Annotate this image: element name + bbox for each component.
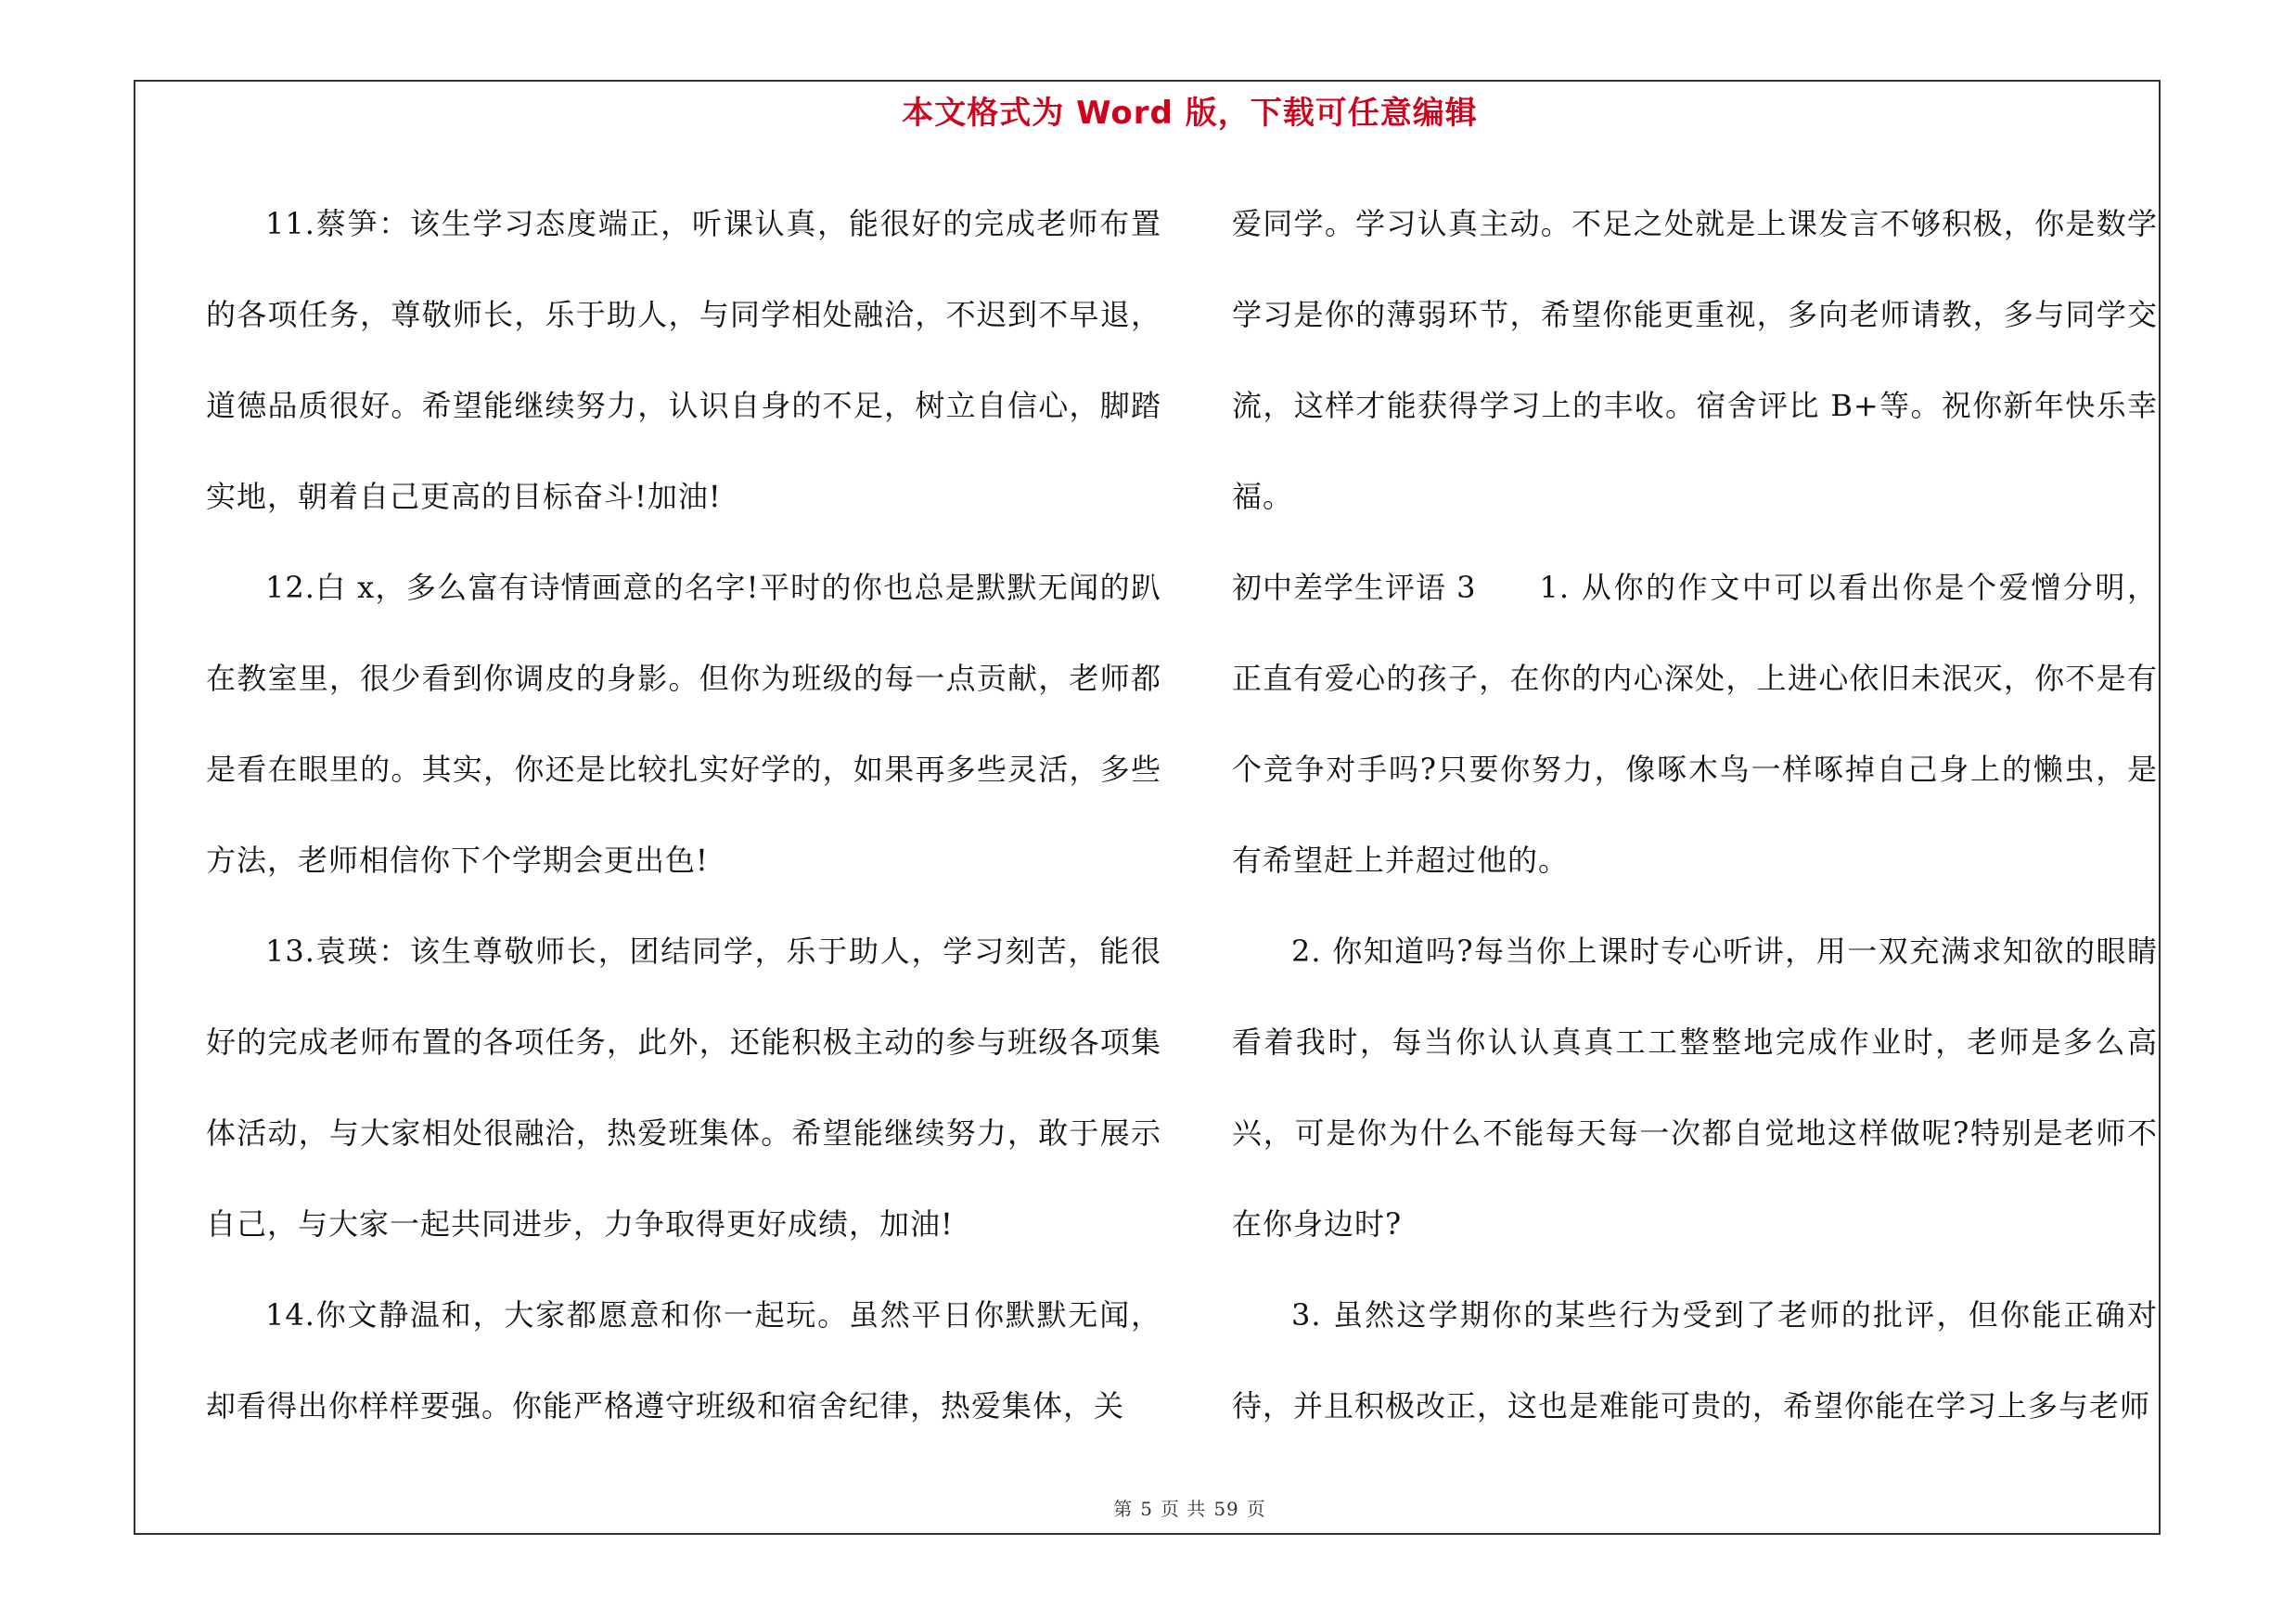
- header-banner: 本文格式为 Word 版，下载可任意编辑: [902, 95, 1478, 132]
- footer-suffix: 页: [1246, 1498, 1266, 1520]
- comment-item-2: 2. 你知道吗?每当你上课时专心听讲，用一双充满求知欲的眼睛看着我时，每当你认认真真工工整整地完成作业时，老师是多么高兴，可是你为什么不能每天每一次都自觉地这样做呢?特别是老师不在你身边时?: [1232, 934, 2158, 1242]
- section-heading: 初中差学生评语 3: [1232, 570, 1477, 605]
- continuation-paragraph: 爱同学。学习认真主动。不足之处就是上课发言不够积极，你是数学学习是你的薄弱环节，希望你能更重视，多向老师请教，多与同学交流，这样才能获得学习上的丰收。宿舍评比 B+等。祝你新年快乐幸福。: [1232, 206, 2158, 514]
- comment-item-3: 3. 虽然这学期你的某些行为受到了老师的批评，但你能正确对待，并且积极改正，这也是难能可贵的，希望你能在学习上多与老师: [1232, 1297, 2158, 1423]
- section-paragraph-1: [1232, 542, 2158, 906]
- total-pages-number: 59: [1213, 1498, 1239, 1520]
- footer-mid: 页 共: [1160, 1498, 1207, 1520]
- page-footer: [0, 1494, 2296, 1521]
- comment-paragraph-13: 13.袁瑛：该生尊敬师长，团结同学，乐于助人，学习刻苦，能很好的完成老师布置的各项任务，此外，还能积极主动的参与班级各项集体活动，与大家相处很融洽，热爱班集体。希望能继续努力，敢于展示自己，与大家一起共同进步，力争取得更好成绩，加油!: [206, 934, 1161, 1242]
- comment-paragraph-11: 11.蔡笋：该生学习态度端正，听课认真，能很好的完成老师布置的各项任务，尊敬师长，乐于助人，与同学相处融洽，不迟到不早退，道德品质很好。希望能继续努力，认识自身的不足，树立自信心，脚踏实地，朝着自己更高的目标奋斗!加油!: [206, 206, 1161, 514]
- current-page-number: 5: [1140, 1498, 1153, 1520]
- comment-item-1: 1. 从你的作文中可以看出你是个爱憎分明，正直有爱心的孩子，在你的内心深处，上进心依旧未泯灭，你不是有个竞争对手吗?只要你努力，像啄木鸟一样啄掉自己身上的懒虫，是有希望赶上并超过他的。: [1232, 570, 2158, 878]
- comment-paragraph-12: 12.白 x，多么富有诗情画意的名字!平时的你也总是默默无闻的趴在教室里，很少看到你调皮的身影。但你为班级的每一点贡献，老师都是看在眼里的。其实，你还是比较扎实好学的，如果再多些灵活，多些方法，老师相信你下个学期会更出色!: [206, 570, 1161, 878]
- footer-prefix: 第: [1113, 1498, 1134, 1520]
- right-column: [1232, 178, 2158, 1451]
- comment-paragraph-14: 14.你文静温和，大家都愿意和你一起玩。虽然平日你默默无闻，却看得出你样样要强。你能严格遵守班级和宿舍纪律，热爱集体，关: [206, 1297, 1161, 1423]
- left-column: [206, 178, 1161, 1451]
